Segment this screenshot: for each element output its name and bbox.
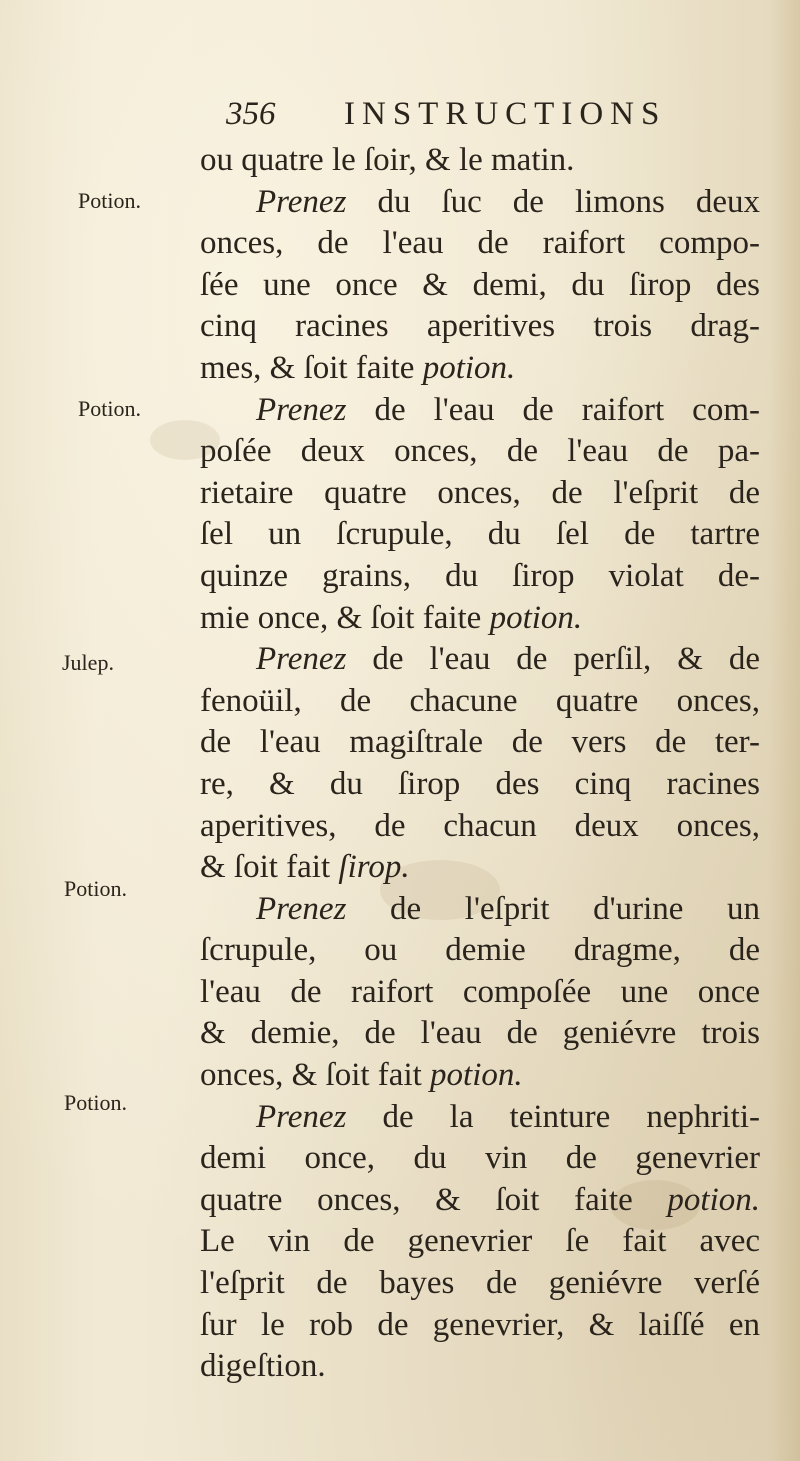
text-line	[200, 1180, 760, 1222]
italic-trail-word: potion.	[489, 599, 583, 636]
line-text: re, & du ſirop des cinq racines	[200, 765, 760, 802]
text-line	[200, 764, 760, 806]
text-line	[200, 431, 760, 473]
page-header	[226, 92, 666, 142]
italic-trail-word: potion.	[430, 1057, 523, 1094]
line-text: digeſtion.	[200, 1348, 326, 1385]
text-line	[200, 1013, 760, 1055]
line-text: de l'eſprit d'urine un	[346, 890, 760, 927]
italic-lead-word: Prenez	[256, 890, 347, 927]
running-title: INSTRUCTIONS	[344, 96, 667, 132]
italic-trail-word: potion.	[422, 349, 516, 386]
text-line	[200, 930, 760, 972]
line-text: rietaire quatre onces, de l'eſprit de	[200, 474, 760, 511]
line-text: quatre onces, & ſoit faite	[200, 1181, 668, 1218]
line-text: Le vin de genevrier ſe fait avec	[200, 1223, 760, 1260]
line-text: ſée une once & demi, du ſirop des	[200, 266, 760, 303]
line-text: l'eſprit de bayes de geniévre verſé	[200, 1265, 760, 1302]
text-line	[200, 348, 760, 390]
line-text: aperitives, de chacun deux onces,	[200, 807, 760, 844]
line-text: onces, & ſoit fait	[200, 1057, 431, 1094]
line-text: & ſoit fait	[200, 849, 339, 886]
text-line	[200, 306, 760, 348]
text-line	[200, 223, 760, 265]
text-line	[200, 972, 760, 1014]
text-line	[200, 182, 760, 224]
italic-lead-word: Prenez	[256, 1098, 347, 1135]
line-text: ſcrupule, ou demie dragme, de	[200, 932, 760, 969]
margin-note: Potion.	[78, 396, 141, 421]
italic-trail-word: potion.	[667, 1181, 760, 1218]
line-text: ſel un ſcrupule, du ſel de tartre	[200, 516, 760, 553]
body-text	[200, 140, 760, 1388]
line-text: onces, de l'eau de raifort compo-	[200, 225, 760, 262]
text-line	[200, 265, 760, 307]
line-text: l'eau de raifort compoſée une once	[200, 973, 760, 1010]
text-line	[200, 1346, 760, 1388]
text-line	[200, 390, 760, 432]
text-line	[200, 847, 760, 889]
italic-lead-word: Prenez	[256, 183, 347, 220]
text-line	[200, 1055, 760, 1097]
text-line	[200, 806, 760, 848]
text-line	[200, 598, 760, 640]
line-text: de l'eau de perſil, & de	[346, 641, 760, 678]
margin-note: Potion.	[64, 1090, 127, 1115]
line-text: & demie, de l'eau de geniévre trois	[200, 1015, 760, 1052]
line-text: de la teinture nephriti-	[346, 1098, 760, 1135]
line-text: ſur le rob de genevrier, & laiſſé en	[200, 1306, 760, 1343]
italic-lead-word: Prenez	[256, 391, 347, 428]
line-text: poſée deux onces, de l'eau de pa-	[200, 433, 760, 470]
line-text: cinq racines aperitives trois drag-	[200, 308, 760, 345]
text-line	[200, 1305, 760, 1347]
line-text: mie once, & ſoit faite	[200, 599, 490, 636]
italic-trail-word: ſirop.	[338, 849, 410, 886]
line-text: de l'eau de raifort com-	[346, 391, 760, 428]
line-text: mes, & ſoit faite	[200, 349, 423, 386]
text-line	[200, 639, 760, 681]
margin-note: Potion.	[64, 876, 127, 901]
line-text: demi once, du vin de genevrier	[200, 1140, 760, 1177]
text-line	[200, 1263, 760, 1305]
text-line	[200, 473, 760, 515]
text-line	[200, 514, 760, 556]
text-line	[200, 681, 760, 723]
italic-lead-word: Prenez	[256, 641, 347, 678]
text-line	[200, 1097, 760, 1139]
line-text: de l'eau magiſtrale de vers de ter-	[200, 724, 760, 761]
margin-note: Potion.	[78, 188, 141, 213]
line-text: fenoüil, de chacune quatre onces,	[200, 682, 760, 719]
text-line	[200, 722, 760, 764]
line-text: quinze grains, du ſirop violat de-	[200, 557, 760, 594]
text-line	[200, 140, 760, 182]
text-line	[200, 1138, 760, 1180]
text-line	[200, 889, 760, 931]
text-line	[200, 556, 760, 598]
line-text: du ſuc de limons deux	[346, 183, 760, 220]
page-number: 356	[226, 96, 276, 132]
margin-note: Julep.	[62, 650, 114, 675]
line-text: ou quatre le ſoir, & le matin.	[200, 142, 575, 178]
text-line	[200, 1221, 760, 1263]
